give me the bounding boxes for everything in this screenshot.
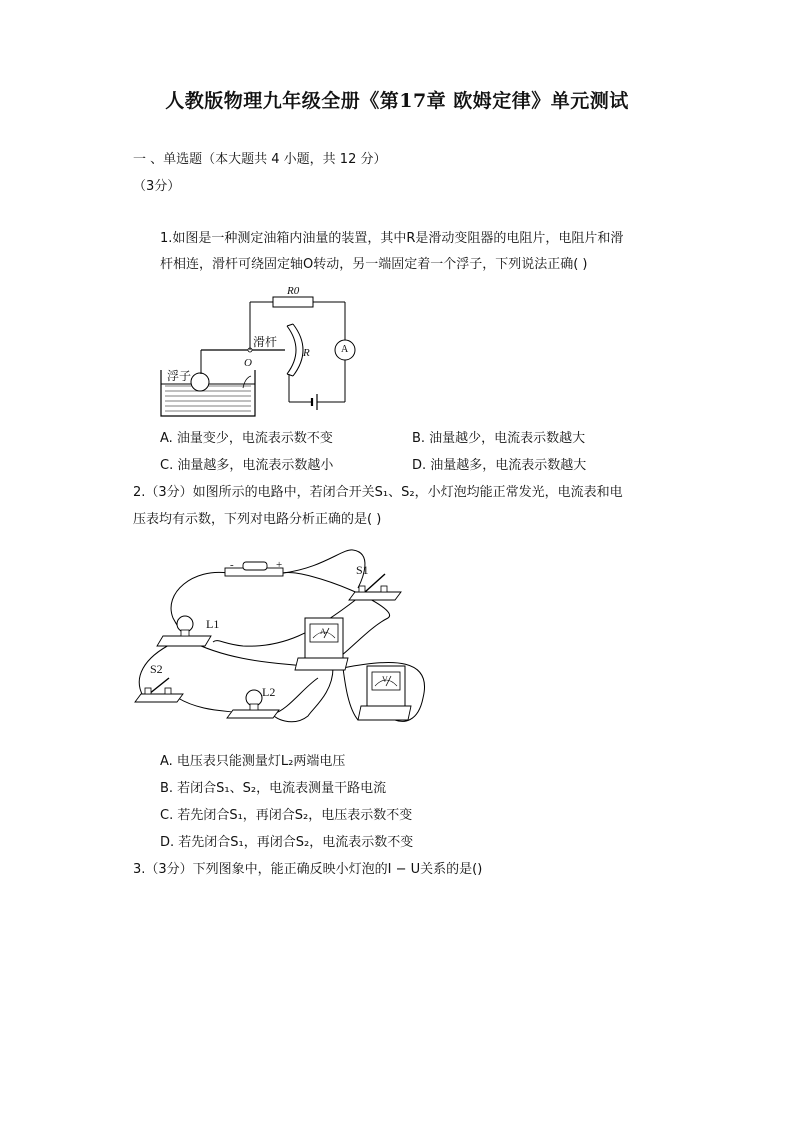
q2-text-line1: 2.（3分）如图所示的电路中，若闭合开关S₁、S₂，小灯泡均能正常发光，电流表和电 <box>133 485 623 500</box>
q1-option-b: B. 油量越少，电流表示数越大 <box>412 431 586 446</box>
q2-circuit-figure <box>133 538 433 748</box>
page-title: 人教版物理九年级全册《第17章 欧姆定律》单元测试 <box>165 90 629 112</box>
battery-minus-label: - <box>230 559 234 571</box>
q2-option-c: C. 若先闭合S₁，再闭合S₂，电压表示数不变 <box>160 808 413 823</box>
label-slider: 滑杆 <box>253 335 278 349</box>
q2-option-a: A. 电压表只能测量灯L₂两端电压 <box>160 754 346 769</box>
ammeter-label: A <box>341 344 349 355</box>
s2-label: S2 <box>150 662 163 676</box>
q1-option-d: D. 油量越多，电流表示数越大 <box>412 458 587 473</box>
battery-plus-label: + <box>276 559 283 571</box>
label-r: R <box>303 347 310 359</box>
q3-text: 3.（3分）下列图象中，能正确反映小灯泡的I − U关系的是() <box>133 862 483 877</box>
l1-label: L1 <box>206 617 220 631</box>
label-r0: R0 <box>287 285 300 297</box>
s1-label: S1 <box>356 563 369 577</box>
label-o: O <box>244 357 252 369</box>
voltmeter-face-label: V <box>382 675 388 684</box>
q1-option-a: A. 油量变少，电流表示数不变 <box>160 431 333 446</box>
q2-text-line2: 压表均有示数，下列对电路分析正确的是( ) <box>133 512 382 527</box>
section-score: （3分） <box>133 179 181 194</box>
ammeter-face-label: A <box>320 627 326 636</box>
q2-option-d: D. 若先闭合S₁，再闭合S₂，电流表示数不变 <box>160 835 414 850</box>
q1-text-line2: 杆相连，滑杆可绕固定轴O转动，另一端固定着一个浮子，下列说法正确( ) <box>160 257 588 272</box>
section-heading: 一 、单选题（本大题共 4 小题，共 12 分） <box>133 152 387 167</box>
l2-label: L2 <box>262 685 276 699</box>
q1-option-c: C. 油量越多，电流表示数越小 <box>160 458 334 473</box>
q2-option-b: B. 若闭合S₁、S₂，电流表测量干路电流 <box>160 781 387 796</box>
label-float: 浮子 <box>167 369 192 383</box>
q1-text-line1: 1.如图是一种测定油箱内油量的装置，其中R是滑动变阻器的电阻片，电阻片和滑 <box>160 231 624 246</box>
